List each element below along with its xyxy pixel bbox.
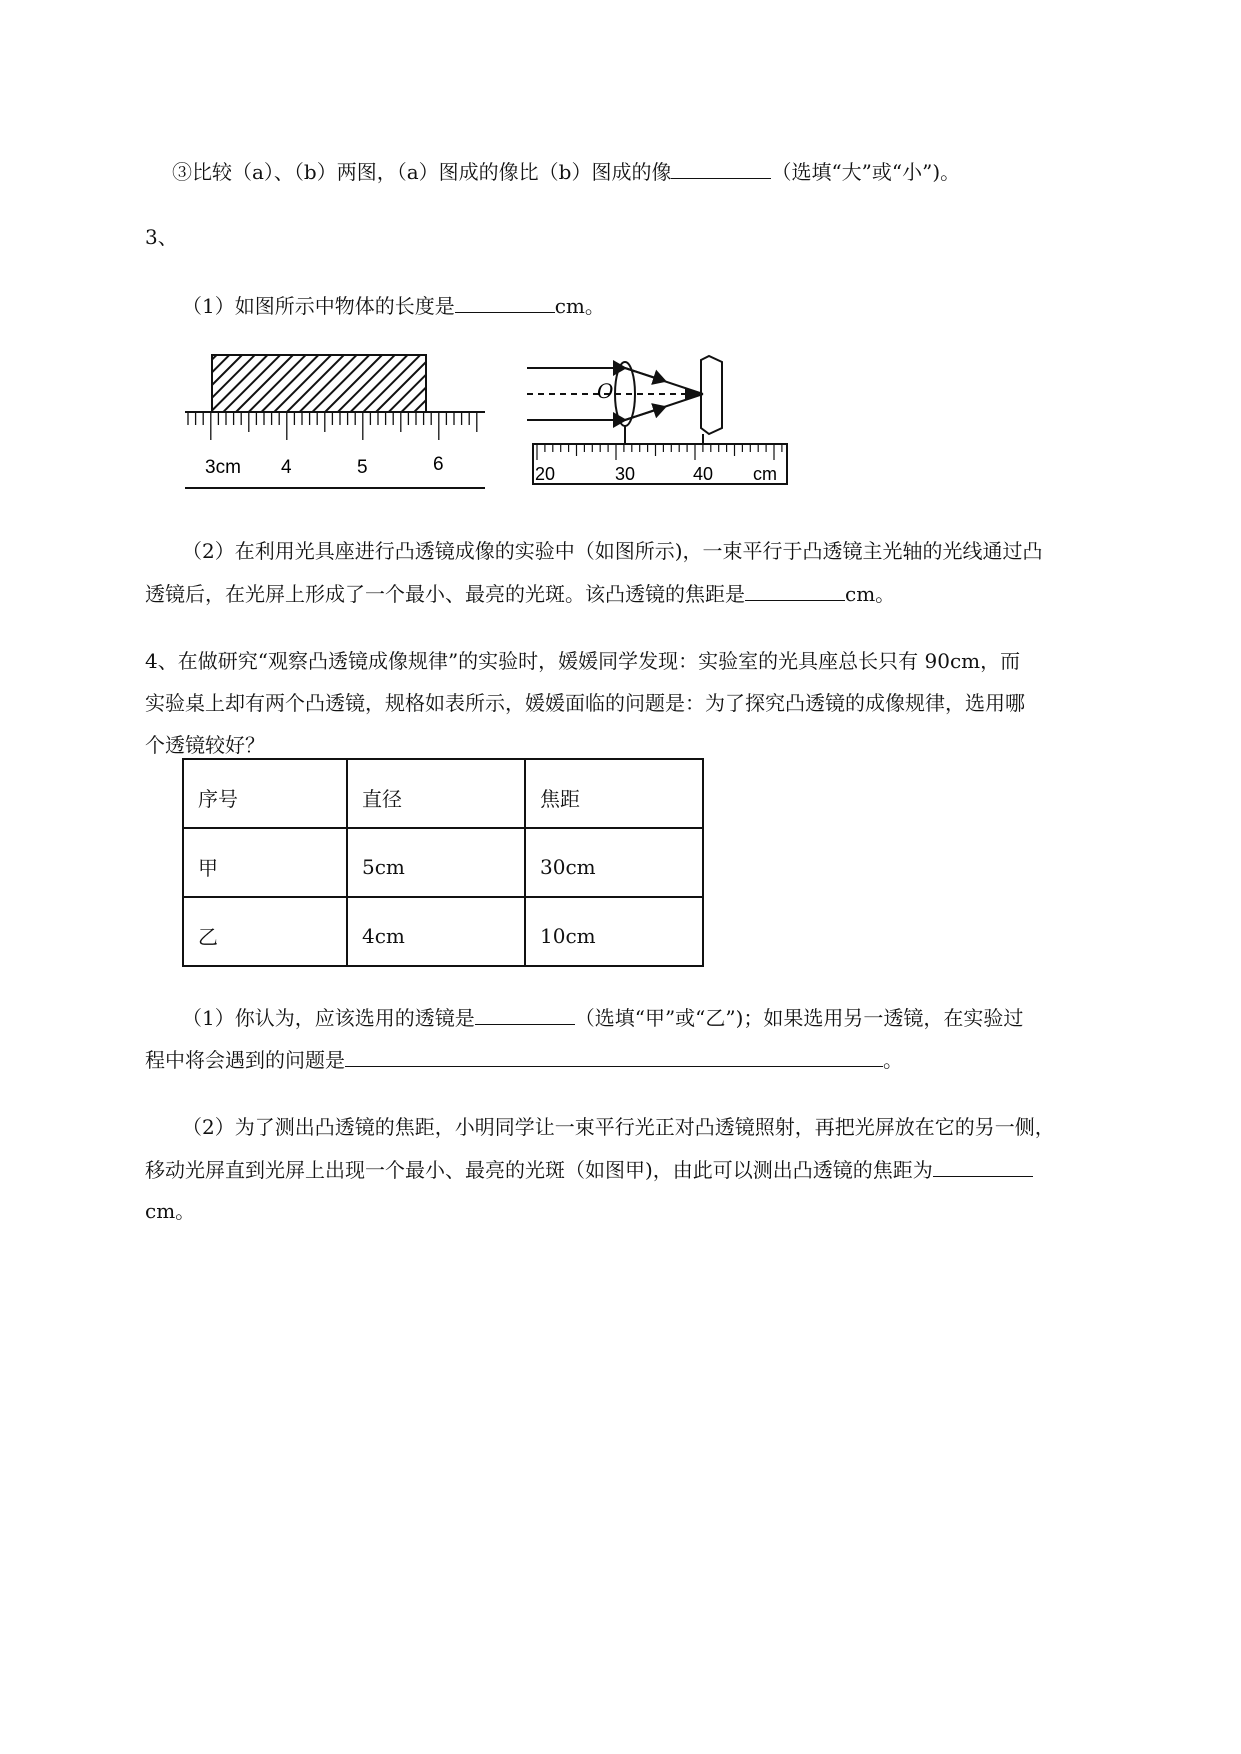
q3-p1-line <box>182 290 1192 321</box>
q3-p1-text: （1）如图所示中物体的长度是 <box>182 294 455 318</box>
answer-blank-2[interactable] <box>455 290 555 313</box>
q2-part3-line <box>172 156 1182 187</box>
table-cell: 乙 <box>183 897 347 966</box>
ruler-figure <box>180 352 490 492</box>
ruler-label-6: 6 <box>433 454 444 475</box>
optical-bench-scale <box>533 444 787 484</box>
q4-p2-line3: cm。 <box>145 1199 196 1223</box>
ruler-label-3cm: 3cm <box>205 457 241 478</box>
answer-blank-1[interactable] <box>671 156 771 179</box>
table-cell: 4cm <box>347 897 525 966</box>
q2-part3-text: ③比较（a）、（b）两图，（a）图成的像比（b）图成的像 <box>172 160 672 184</box>
measured-object-block <box>212 355 426 412</box>
q4-p1-line2 <box>145 1044 1155 1075</box>
table-cell: 甲 <box>183 828 347 897</box>
table-cell: 30cm <box>525 828 703 897</box>
table-header-cell: 焦距 <box>525 759 703 828</box>
table-header-row <box>183 759 703 828</box>
answer-blank-3[interactable] <box>745 578 845 601</box>
q4-line2: 实验桌上却有两个凸透镜，规格如表所示，媛媛面临的问题是：为了探究凸透镜的成像规律，选用哪 <box>145 691 1025 715</box>
q4-p1-text2: 程中将会遇到的问题是 <box>145 1048 345 1072</box>
q4-p1-line1 <box>182 1002 1192 1033</box>
q4-p2-line1: （2）为了测出凸透镜的焦距，小明同学让一束平行光正对凸透镜照射，再把光屏放在它的另一侧， <box>182 1115 1055 1139</box>
answer-blank-5[interactable] <box>345 1044 883 1067</box>
table-row <box>183 828 703 897</box>
q3-p2-line1: （2）在利用光具座进行凸透镜成像的实验中（如图所示)，一束平行于凸透镜主光轴的光线通过凸 <box>182 539 1043 563</box>
q4-line1: 4、在做研究“观察凸透镜成像规律”的实验时，媛媛同学发现：实验室的光具座总长只有 90cm，而 <box>145 649 1021 673</box>
ruler-label-5: 5 <box>357 457 368 478</box>
q3-p2-unit: cm。 <box>845 582 896 606</box>
bench-label-20: 20 <box>535 464 556 484</box>
lens-figure <box>515 350 795 490</box>
table-header-cell: 直径 <box>347 759 525 828</box>
bench-label-30: 30 <box>615 464 636 484</box>
answer-blank-4[interactable] <box>475 1002 575 1025</box>
answer-blank-6[interactable] <box>933 1154 1033 1177</box>
q4-line3: 个透镜较好？ <box>145 733 265 757</box>
q4-p2-text: 移动光屏直到光屏上出现一个最小、最亮的光斑（如图甲)，由此可以测出凸透镜的焦距为 <box>145 1158 933 1182</box>
q3-p2-text: 透镜后，在光屏上形成了一个最小、最亮的光斑。该凸透镜的焦距是 <box>145 582 745 606</box>
ruler-label-4: 4 <box>281 457 292 478</box>
q4-p2-line2 <box>145 1154 1155 1185</box>
q3-p1-unit: cm。 <box>554 294 605 318</box>
q4-p1-end: 。 <box>883 1048 903 1072</box>
bench-label-40: 40 <box>693 464 714 484</box>
lens-spec-table <box>182 758 704 967</box>
table-header-cell: 序号 <box>183 759 347 828</box>
q3-p2-line2 <box>145 578 1155 609</box>
light-screen <box>701 356 722 434</box>
q2-part3-hint: （选填“大”或“小”)。 <box>771 160 961 184</box>
table-row <box>183 897 703 966</box>
lens-center-label: O <box>597 379 614 403</box>
table-cell: 5cm <box>347 828 525 897</box>
q4-p1-text: （1）你认为，应该选用的透镜是 <box>182 1006 475 1030</box>
q4-p1-hint: （选填“甲”或“乙”)；如果选用另一透镜，在实验过 <box>574 1006 1024 1030</box>
bench-label-cm: cm <box>753 464 777 484</box>
table-cell: 10cm <box>525 897 703 966</box>
q3-number: 3、 <box>145 225 178 249</box>
